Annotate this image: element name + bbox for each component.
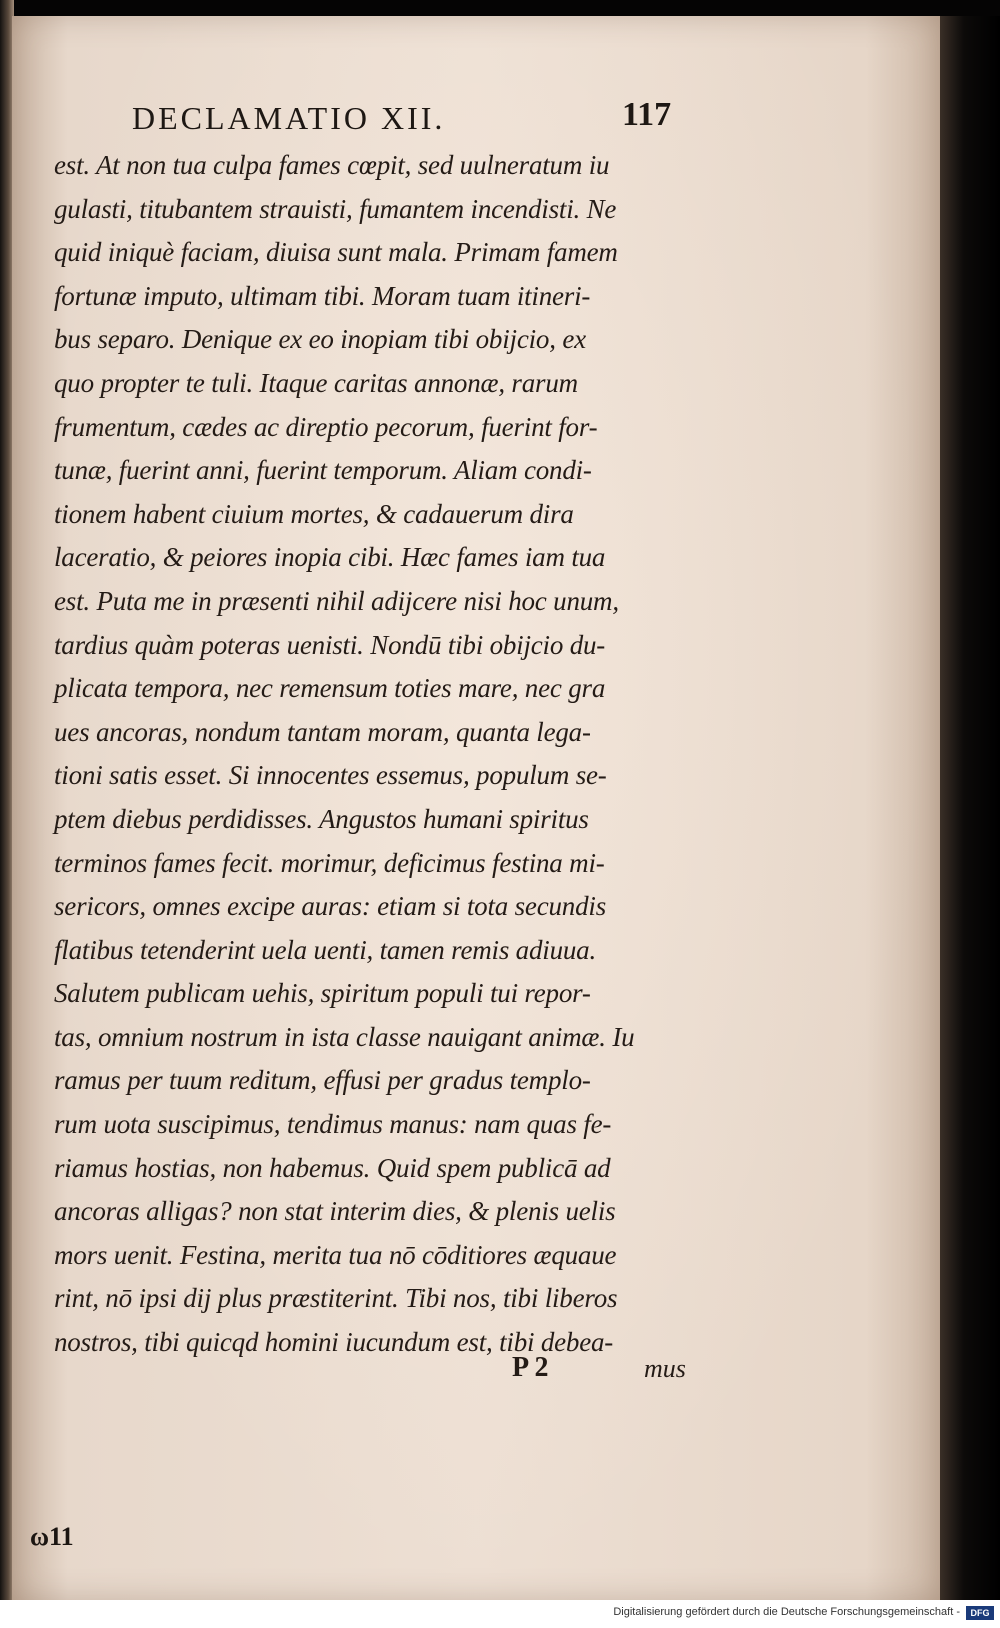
text-line: rum uota suscipimus, tendimus manus: nam quas fe- <box>54 1109 612 1140</box>
text-line: est. Puta me in præsenti nihil adijcere nisi hoc unum, <box>54 585 619 616</box>
text-line: mors uenit. Festina, merita tua nō cōditiores æquaue <box>54 1239 617 1270</box>
text-line: frumentum, cædes ac direptio pecorum, fuerint for- <box>54 411 598 442</box>
book-page <box>12 16 940 1600</box>
running-head-title: DECLAMATIO XII. <box>132 100 446 136</box>
catchword: mus <box>644 1354 686 1383</box>
text-line: ramus per tuum reditum, effusi per gradus templo- <box>54 1065 591 1096</box>
text-line: riamus hostias, non habemus. Quid spem publicā ad <box>54 1152 611 1183</box>
text-line: rint, nō ipsi dij plus præstiterint. Tibi nos, tibi liberos <box>54 1283 618 1314</box>
scan-right-border <box>940 16 1000 1600</box>
text-line: bus separo. Denique ex eo inopiam tibi obijcio, ex <box>54 324 586 355</box>
text-line: Salutem publicam uehis, spiritum populi tui repor- <box>54 978 591 1009</box>
text-line: tionem habent ciuium mortes, & cadauerum dira <box>54 498 574 529</box>
body-text <box>54 144 754 1365</box>
signature-mark: P 2 <box>512 1352 549 1383</box>
text-line: terminos fames fecit. morimur, deficimus festina mi- <box>54 847 605 878</box>
dfg-logo-icon: DFG <box>966 1606 994 1620</box>
text-line: est. At non tua culpa fames cœpit, sed uulneratum iu <box>54 150 610 180</box>
digitization-credit: Digitalisierung gefördert durch die Deutsche Forschungsgemeinschaft - <box>613 1606 960 1618</box>
text-line: quo propter te tuli. Itaque caritas annonæ, rarum <box>54 367 578 398</box>
text-line: tioni satis esset. Si innocentes essemus, populum se- <box>54 760 607 791</box>
text-line: ues ancoras, nondum tantam moram, quanta lega- <box>54 716 591 747</box>
footer-bar <box>0 1600 1000 1628</box>
text-line: tas, omnium nostrum in ista classe nauigant animæ. Iu <box>54 1021 635 1052</box>
text-line: ptem diebus perdidisses. Angustos humani spiritus <box>54 803 589 834</box>
margin-mark: ω11 <box>30 1522 74 1551</box>
running-head <box>12 82 940 142</box>
text-line: plicata tempora, nec remensum toties mare, nec gra <box>54 673 606 704</box>
text-line: ancoras alligas? non stat interim dies, & plenis uelis <box>54 1196 616 1227</box>
text-line: tardius quàm poteras uenisti. Nondū tibi obijcio du- <box>54 629 606 660</box>
page-number: 117 <box>622 96 672 133</box>
text-line: nostros, tibi quicqd homini iucundum est, tibi debea- <box>54 1327 614 1358</box>
text-line: sericors, omnes excipe auras: etiam si tota secundis <box>54 891 607 922</box>
text-line: gulasti, titubantem strauisti, fumantem incendisti. Ne <box>54 193 617 224</box>
text-line: laceratio, & peiores inopia cibi. Hæc fames iam tua <box>54 542 606 573</box>
text-line: tunæ, fuerint anni, fuerint temporum. Aliam condi- <box>54 455 592 486</box>
text-line: quid iniquè faciam, diuisa sunt mala. Primam famem <box>54 237 618 268</box>
signature-line <box>12 1352 940 1392</box>
text-line: flatibus tetenderint uela uenti, tamen remis adiuua. <box>54 934 597 965</box>
text-line: fortunæ imputo, ultimam tibi. Moram tuam itineri- <box>54 280 591 311</box>
